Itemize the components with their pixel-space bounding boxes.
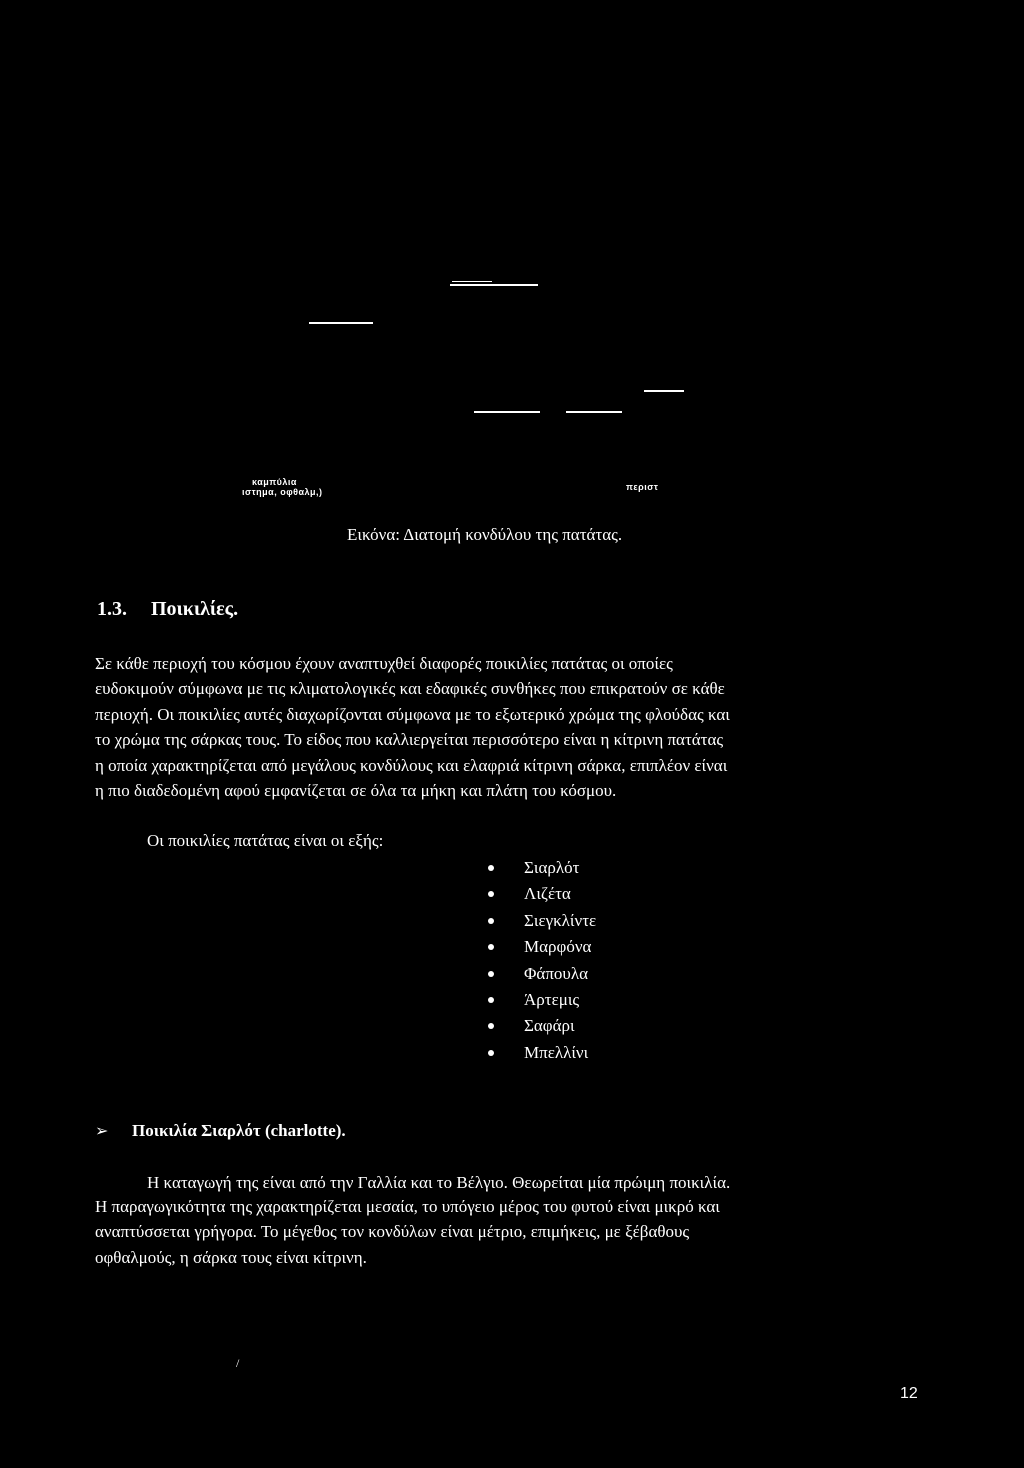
paragraph-line: οφθαλμούς, η σάρκα τους είναι κίτρινη. xyxy=(95,1247,367,1267)
list-item xyxy=(488,934,596,960)
list-item-label: Φάπουλα xyxy=(524,963,588,983)
figure-line xyxy=(644,390,684,392)
list-item-label: Μαρφόνα xyxy=(524,937,592,957)
bullet-icon xyxy=(488,1050,494,1056)
figure-line xyxy=(450,284,538,286)
bullet-icon xyxy=(488,997,494,1003)
bullet-icon xyxy=(488,865,494,871)
subsection-paragraph xyxy=(95,1194,925,1270)
list-item xyxy=(488,855,596,881)
figure-label-left-top: καμπύλια xyxy=(252,477,297,487)
paragraph-line: ευδοκιμούν σύμφωνα με τις κλιματολογικές και εδαφικές συνθήκες που επικρατούν σε κάθε xyxy=(95,679,725,699)
section-title: Ποικιλίες. xyxy=(151,598,239,620)
list-item-label: Μπελλίνι xyxy=(524,1042,589,1062)
figure-label-left-bottom: ιστημα, οφθαλμ,) xyxy=(242,487,323,497)
paragraph-line: η πιο διαδεδομένη αφού εμφανίζεται σε όλα τα μήκη και πλάτη του κόσμου. xyxy=(95,781,617,801)
list-item-label: Άρτεμις xyxy=(524,989,580,1009)
bullet-icon xyxy=(488,918,494,924)
bullet-icon xyxy=(488,944,494,950)
subsection-line: Η καταγωγή της είναι από την Γαλλία και το Βέλγιο. Θεωρείται μία πρώιμη ποικιλία. xyxy=(147,1173,731,1192)
list-item xyxy=(488,1040,596,1066)
figure-line xyxy=(566,411,622,413)
paragraph-line: Σε κάθε περιοχή του κόσμου έχουν αναπτυχθεί διαφορές ποικιλίες πατάτας οι οποίες xyxy=(95,654,673,673)
list-item xyxy=(488,987,596,1013)
subsection-heading xyxy=(95,1121,346,1141)
paragraph-line: το χρώμα της σάρκας τους. Το είδος που καλλιεργείται περισσότερο είναι η κίτρινη πατάτας xyxy=(95,730,724,750)
list-item-label: Σιαρλότ xyxy=(524,858,580,877)
arrow-bullet-icon: ➢ xyxy=(95,1121,109,1140)
page-number: 12 xyxy=(900,1385,918,1402)
figure-label-right: περιστ xyxy=(626,482,659,492)
figure-line xyxy=(452,281,492,282)
varieties-intro: Οι ποικιλίες πατάτας είναι οι εξής: xyxy=(147,831,384,850)
figure-line xyxy=(474,411,540,413)
list-item xyxy=(488,881,596,907)
list-item xyxy=(488,1013,596,1039)
list-item-label: Σιεγκλίντε xyxy=(524,910,597,930)
list-item xyxy=(488,961,596,987)
list-item-label: Σαφάρι xyxy=(524,1016,575,1036)
subsection-title: Ποικιλία Σιαρλότ (charlotte). xyxy=(132,1121,346,1140)
section-heading xyxy=(97,598,238,621)
paragraph-line: Η παραγωγικότητα της χαρακτηρίζεται μεσαία, το υπόγειο μέρος του φυτού είναι μικρό και xyxy=(95,1197,720,1216)
list-item xyxy=(488,908,596,934)
bullet-icon xyxy=(488,891,494,897)
bullet-icon xyxy=(488,1023,494,1029)
varieties-list xyxy=(488,855,596,1066)
section-number: 1.3. xyxy=(97,598,127,620)
list-item-label: Λιζέτα xyxy=(524,884,571,904)
figure-caption: Εικόνα: Διατομή κονδύλου της πατάτας. xyxy=(347,525,623,544)
figure-line xyxy=(309,322,373,324)
paragraph-line: περιοχή. Οι ποικιλίες αυτές διαχωρίζονται σύμφωνα με το εξωτερικό χρώμα της φλούδας και xyxy=(95,704,730,724)
stray-mark: / xyxy=(236,1356,240,1370)
paragraph-line: αναπτύσσεται γρήγορα. Το μέγεθος τον κονδύλων είναι μέτριο, επιμήκεις, με ξέβαθους xyxy=(95,1222,690,1242)
body-paragraph xyxy=(95,651,925,803)
bullet-icon xyxy=(488,971,494,977)
paragraph-line: η οποία χαρακτηρίζεται από μεγάλους κονδύλους και ελαφριά κίτρινη σάρκα, επιπλέον είναι xyxy=(95,755,728,775)
